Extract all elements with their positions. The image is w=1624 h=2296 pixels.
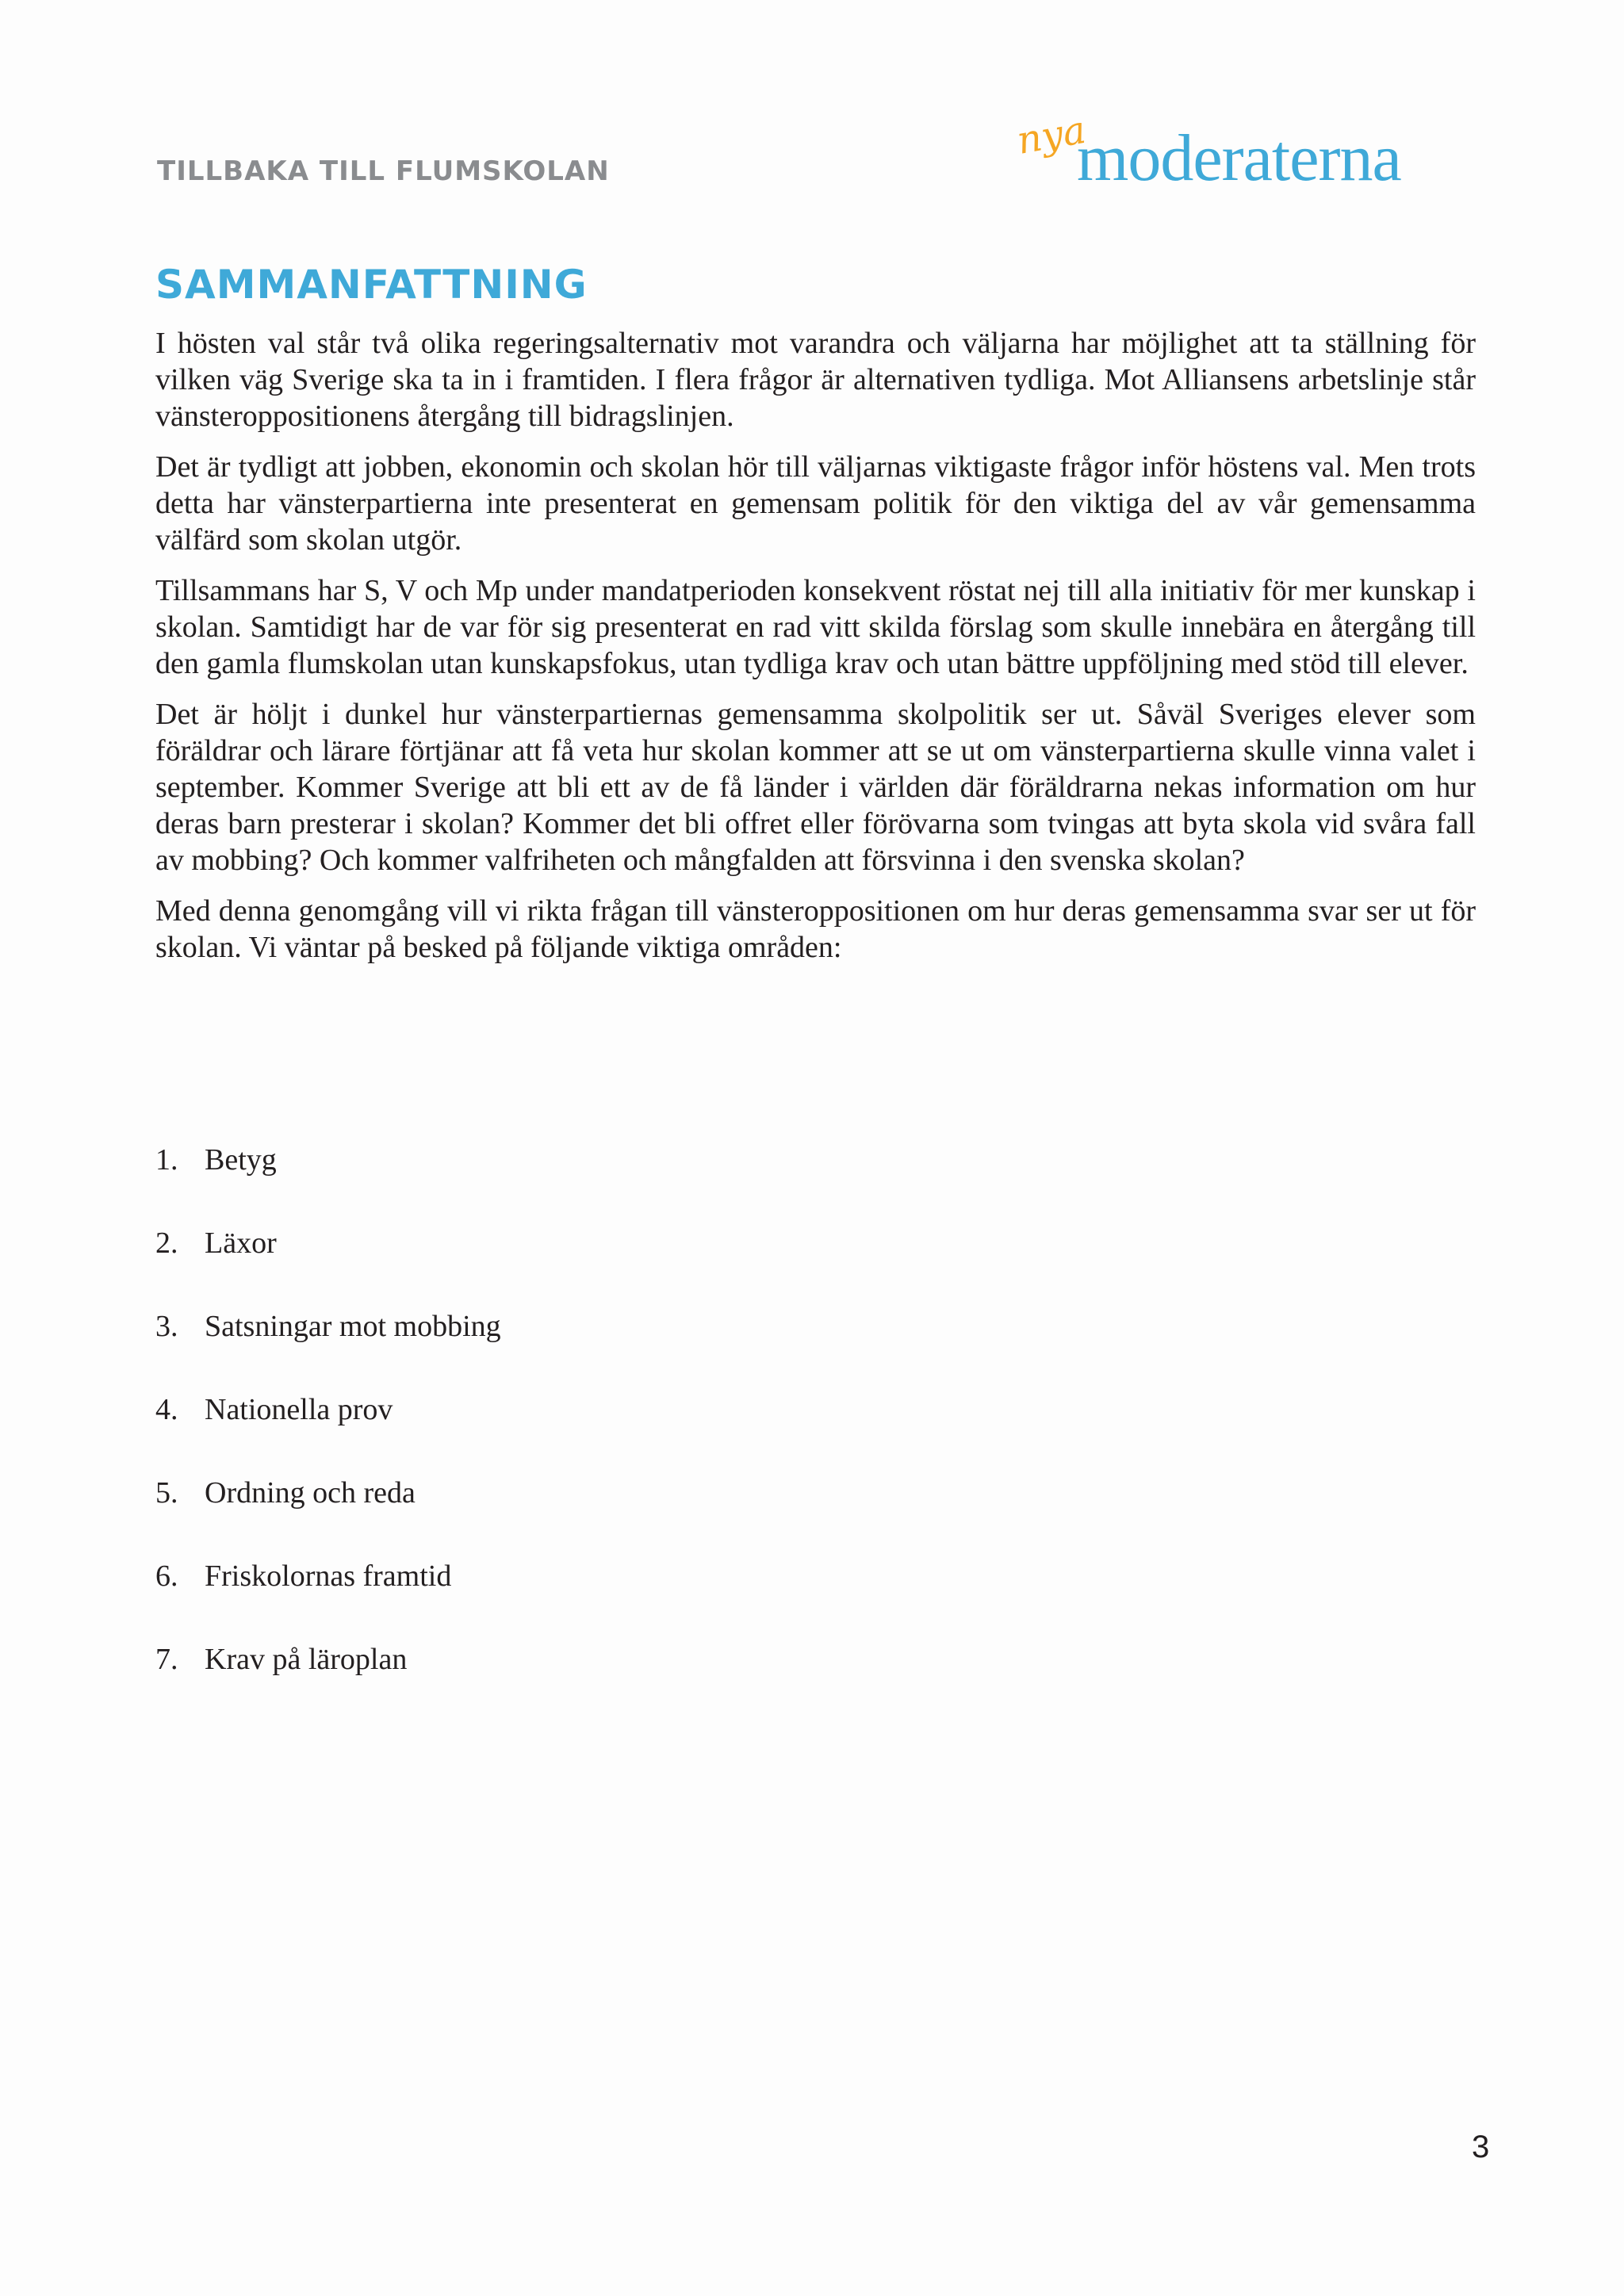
- paragraph: Med denna genomgång vill vi rikta frågan till vänsteroppositionen om hur deras gemensamma svar ser ut för skolan. Vi väntar på besked på följande viktiga områden:: [155, 894, 1476, 964]
- paragraph: Det är höljt i dunkel hur vänsterpartiernas gemensamma skolpolitik ser ut. Såväl Sveriges elever som föräldrar och lärare förtjänar att få veta hur skolan kommer att se ut om vänsterpartierna skulle vinna valet i september. Kommer Sverige att bli ett av de få länder i världen där föräldrarna nekas information om hur deras barn presterar i skolan? Kommer det bli offret eller förövarna som tvingas att byta skola vid svåra fall av mobbing? Och kommer valfriheten och mångfalden att försvinna i den svenska skolan?: [155, 698, 1476, 877]
- summary-body: [155, 325, 1476, 980]
- topic-list: [155, 1138, 501, 1720]
- page-number: 3: [1472, 2130, 1490, 2164]
- list-item: [155, 1637, 501, 1720]
- paragraph: I hösten val står två olika regeringsalternativ mot varandra och väljarna har möjlighet att ta ställning för vilken väg Sverige ska ta in i framtiden. I flera frågor är alternativen tydliga. Mot Alliansens arbetslinje står vänsteroppositionens återgång till bidragslinjen.: [155, 327, 1476, 433]
- list-item-label: Krav på läroplan: [205, 1643, 408, 1676]
- logo-prefix: nya: [1013, 107, 1090, 163]
- list-item: [155, 1138, 501, 1221]
- list-item: [155, 1471, 501, 1554]
- list-item-label: Läxor: [205, 1226, 277, 1260]
- list-item-number: 3.: [155, 1310, 178, 1343]
- list-item: [155, 1221, 501, 1304]
- list-item-number: 5.: [155, 1476, 178, 1510]
- paragraph: Det är tydligt att jobben, ekonomin och skolan hör till väljarnas viktigaste frågor inför höstens val. Men trots detta har vänsterpartierna inte presenterat en gemensam politik för den viktiga del av vår gemensamma välfärd som skolan utgör.: [155, 450, 1476, 557]
- list-item: [155, 1554, 501, 1637]
- list-item-label: Friskolornas framtid: [205, 1559, 452, 1593]
- list-item-number: 1.: [155, 1143, 178, 1177]
- section-title: SAMMANFATTNING: [155, 262, 588, 308]
- list-item-label: Satsningar mot mobbing: [205, 1310, 501, 1343]
- list-item-number: 7.: [155, 1643, 178, 1676]
- logo-name: moderaterna: [1077, 121, 1401, 195]
- list-item-label: Ordning och reda: [205, 1476, 416, 1510]
- list-item-label: Nationella prov: [205, 1393, 393, 1426]
- list-item-number: 6.: [155, 1559, 178, 1593]
- list-item-number: 4.: [155, 1393, 178, 1426]
- list-item: [155, 1304, 501, 1387]
- moderaterna-logo: [1013, 107, 1491, 198]
- list-item-label: Betyg: [205, 1143, 277, 1177]
- document-title: TILLBAKA TILL FLUMSKOLAN: [157, 155, 610, 187]
- list-item: [155, 1387, 501, 1471]
- list-item-number: 2.: [155, 1226, 178, 1260]
- paragraph: Tillsammans har S, V och Mp under mandatperioden konsekvent röstat nej till alla initiativ för mer kunskap i skolan. Samtidigt har de var för sig presenterat en rad vitt skilda förslag som skulle innebära en återgång till den gamla flumskolan utan kunskapsfokus, utan tydliga krav och utan bättre uppföljning med stöd till elever.: [155, 574, 1476, 680]
